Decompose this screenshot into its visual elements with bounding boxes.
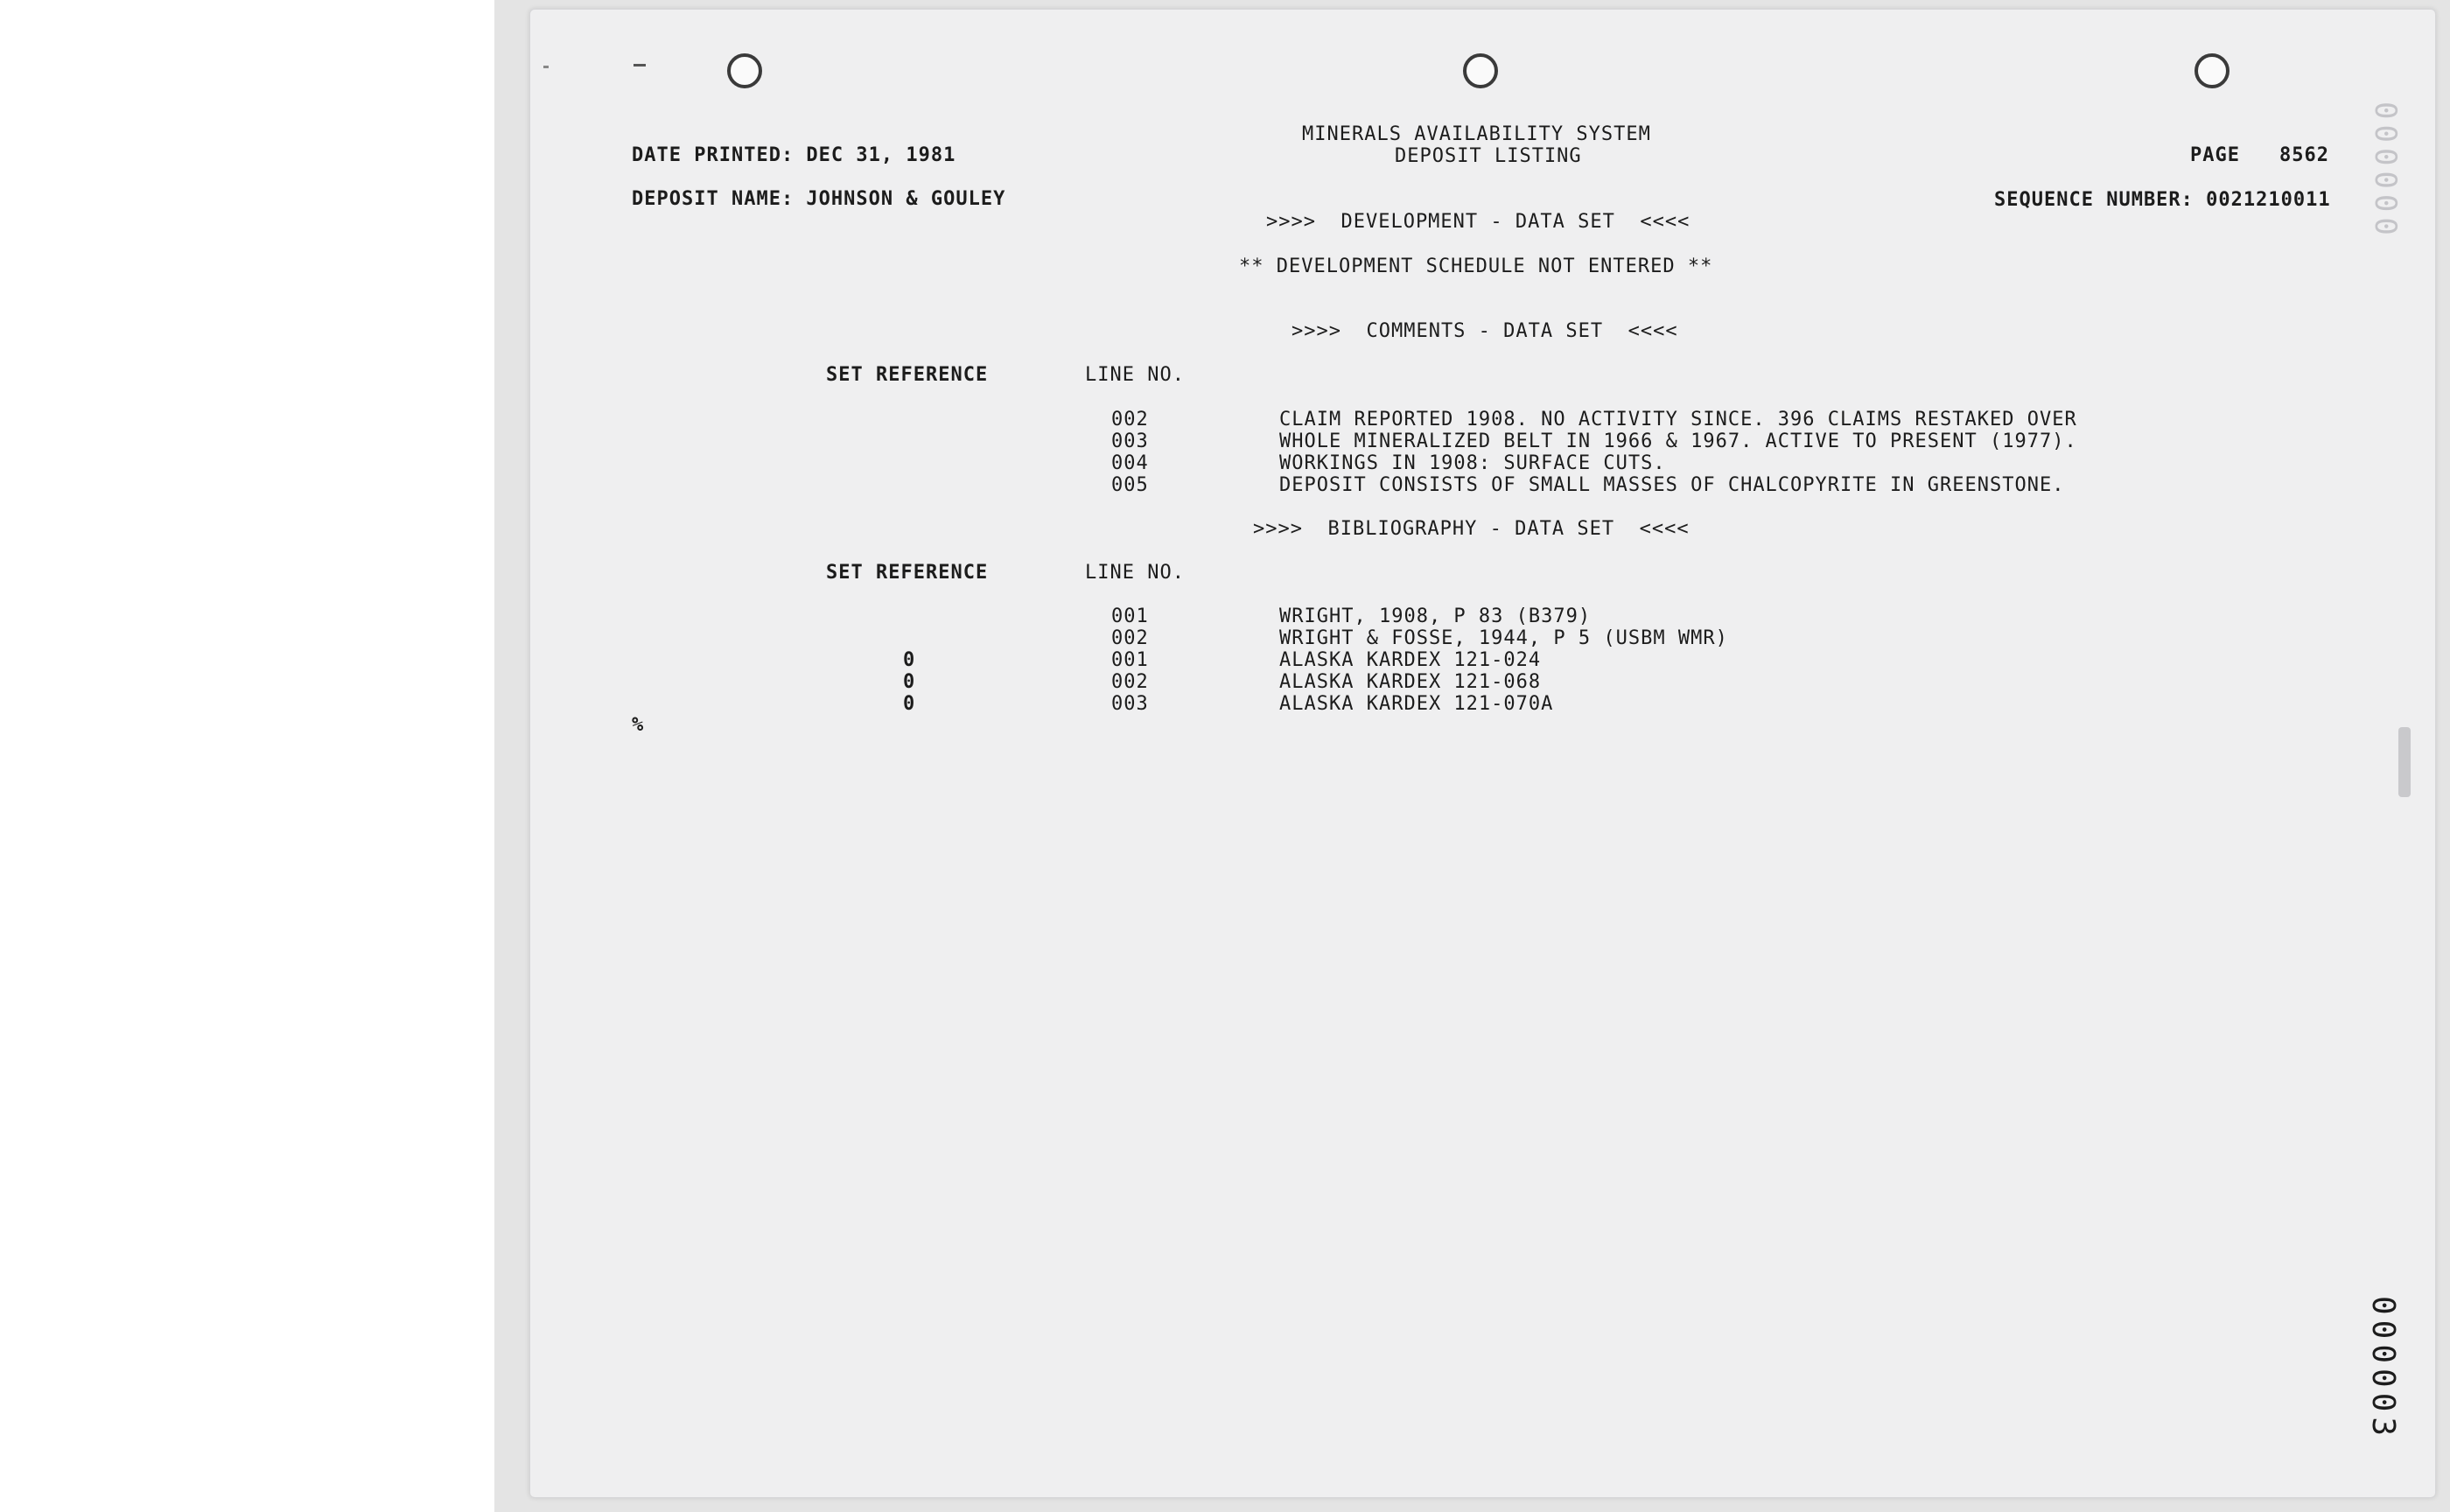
margin-mark: [634, 64, 646, 66]
comment-text: WHOLE MINERALIZED BELT IN 1966 & 1967. ACTIVE TO PRESENT (1977).: [1279, 430, 2077, 452]
set-reference: 0: [903, 693, 916, 715]
punch-hole-left: [727, 53, 762, 88]
date-printed: DATE PRINTED: DEC 31, 1981: [632, 144, 956, 166]
margin-stripe: [2398, 727, 2411, 797]
line-number: 001: [1111, 606, 1149, 627]
line-number: 002: [1111, 671, 1149, 693]
punch-hole-right: [2194, 53, 2230, 88]
page-number: 8562: [2279, 144, 2329, 166]
line-number: 003: [1111, 430, 1149, 452]
listing-title: DEPOSIT LISTING: [1395, 145, 1582, 167]
development-note: ** DEVELOPMENT SCHEDULE NOT ENTERED **: [1239, 256, 1713, 277]
comment-text: CLAIM REPORTED 1908. NO ACTIVITY SINCE. 396 CLAIMS RESTAKED OVER: [1279, 409, 2077, 430]
comments-heading: >>>> COMMENTS - DATA SET <<<<: [1292, 320, 1678, 342]
sequence-number: SEQUENCE NUMBER: 0021210011: [1994, 189, 2331, 211]
set-reference: 0: [903, 671, 916, 693]
comment-text: DEPOSIT CONSISTS OF SMALL MASSES OF CHALCOPYRITE IN GREENSTONE.: [1279, 474, 2065, 496]
bibliography-text: ALASKA KARDEX 121-068: [1279, 671, 1542, 693]
stamp-bottom-right: 000003: [2365, 1296, 2401, 1442]
margin-mark: [543, 66, 549, 68]
comments-col-line-no: LINE NO.: [1085, 364, 1185, 386]
line-number: 002: [1111, 627, 1149, 649]
bibliography-text: ALASKA KARDEX 121-070A: [1279, 693, 1554, 715]
line-number: 004: [1111, 452, 1149, 474]
development-heading: >>>> DEVELOPMENT - DATA SET <<<<: [1266, 211, 1690, 233]
bibliography-col-set-reference: SET REFERENCE: [826, 562, 989, 584]
line-number: 002: [1111, 409, 1149, 430]
system-title: MINERALS AVAILABILITY SYSTEM: [1302, 123, 1651, 145]
comment-text: WORKINGS IN 1908: SURFACE CUTS.: [1279, 452, 1666, 474]
bibliography-heading: >>>> BIBLIOGRAPHY - DATA SET <<<<: [1253, 518, 1690, 540]
deposit-name: DEPOSIT NAME: JOHNSON & GOULEY: [632, 188, 1006, 210]
end-of-record-mark: %: [632, 714, 645, 736]
bibliography-text: WRIGHT, 1908, P 83 (B379): [1279, 606, 1592, 627]
page-label: PAGE: [2190, 144, 2240, 166]
set-reference: 0: [903, 649, 916, 671]
line-number: 005: [1111, 474, 1149, 496]
stamp-top-right: 000000: [2368, 102, 2403, 241]
line-number: 001: [1111, 649, 1149, 671]
line-number: 003: [1111, 693, 1149, 715]
bibliography-col-line-no: LINE NO.: [1085, 562, 1185, 584]
bibliography-text: ALASKA KARDEX 121-024: [1279, 649, 1542, 671]
bibliography-text: WRIGHT & FOSSE, 1944, P 5 (USBM WMR): [1279, 627, 1728, 649]
comments-col-set-reference: SET REFERENCE: [826, 364, 989, 386]
punch-hole-center: [1463, 53, 1498, 88]
